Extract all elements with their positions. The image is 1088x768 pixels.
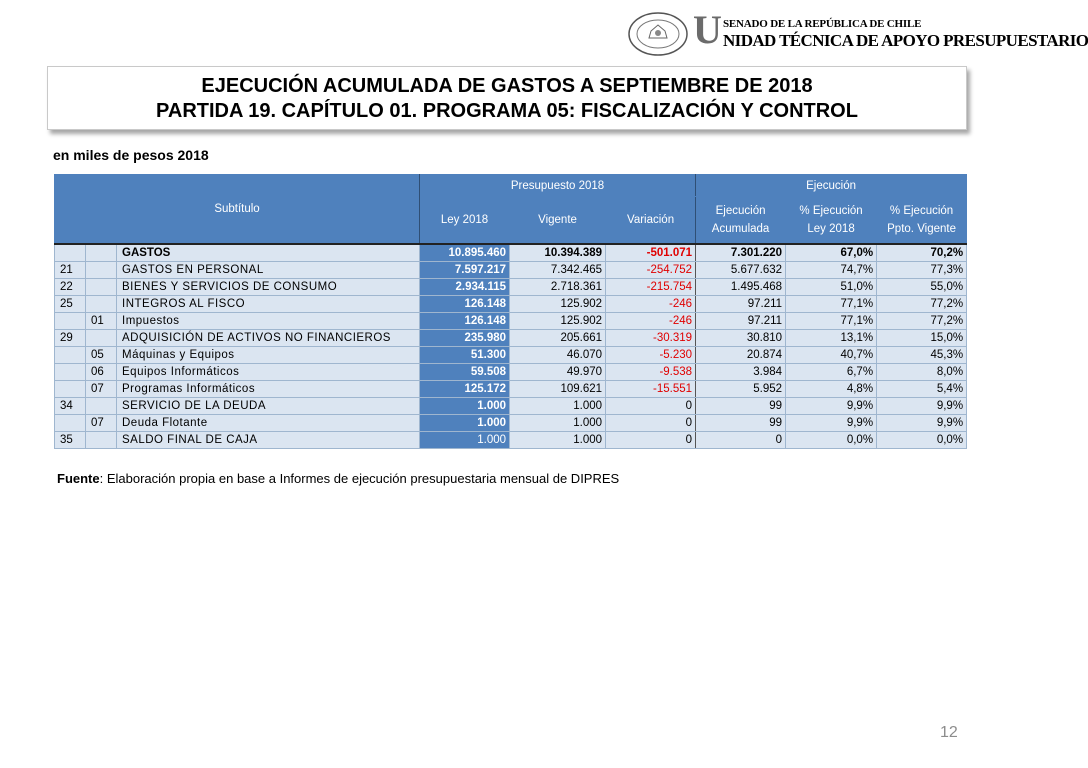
cell-description: Impuestos xyxy=(117,312,420,329)
cell-description: BIENES Y SERVICIOS DE CONSUMO xyxy=(117,278,420,295)
cell-pct-ley: 9,9% xyxy=(786,397,877,414)
cell-pct-ppto: 77,2% xyxy=(877,312,967,329)
header-ejecucion: Ejecución xyxy=(696,175,967,197)
cell-ejecucion: 3.984 xyxy=(696,363,786,380)
cell-subcode: 06 xyxy=(86,363,117,380)
cell-pct-ley: 4,8% xyxy=(786,380,877,397)
cell-ley: 1.000 xyxy=(420,431,510,448)
cell-description: SERVICIO DE LA DEUDA xyxy=(117,397,420,414)
brand-unit-line: NIDAD TÉCNICA DE APOYO PRESUPUESTARIO xyxy=(723,31,1088,50)
cell-vigente: 125.902 xyxy=(510,295,606,312)
cell-pct-ley: 74,7% xyxy=(786,261,877,278)
cell-ley: 1.000 xyxy=(420,397,510,414)
table-row xyxy=(55,295,967,312)
cell-variacion: -30.319 xyxy=(606,329,696,346)
source-text: : Elaboración propia en base a Informes de ejecución presupuestaria mensual de DIPRES xyxy=(99,471,620,486)
cell-code xyxy=(55,312,86,329)
cell-ejecucion: 99 xyxy=(696,414,786,431)
brand-initial: U xyxy=(693,7,722,52)
cell-variacion: -501.071 xyxy=(606,244,696,262)
cell-code: 34 xyxy=(55,397,86,414)
cell-description: Deuda Flotante xyxy=(117,414,420,431)
cell-pct-ley: 77,1% xyxy=(786,295,877,312)
cell-pct-ley: 77,1% xyxy=(786,312,877,329)
cell-ley: 126.148 xyxy=(420,295,510,312)
cell-ejecucion: 97.211 xyxy=(696,312,786,329)
header-pct-ley-l2: Ley 2018 xyxy=(807,222,855,235)
cell-subcode xyxy=(86,278,117,295)
source-note xyxy=(57,471,619,486)
cell-ley: 2.934.115 xyxy=(420,278,510,295)
cell-code xyxy=(55,380,86,397)
cell-ejecucion: 7.301.220 xyxy=(696,244,786,262)
cell-subcode xyxy=(86,397,117,414)
cell-ejecucion: 20.874 xyxy=(696,346,786,363)
cell-ejecucion: 97.211 xyxy=(696,295,786,312)
cell-vigente: 46.070 xyxy=(510,346,606,363)
cell-code: 25 xyxy=(55,295,86,312)
cell-variacion: -9.538 xyxy=(606,363,696,380)
cell-variacion: -15.551 xyxy=(606,380,696,397)
table-row xyxy=(55,363,967,380)
cell-pct-ppto: 8,0% xyxy=(877,363,967,380)
cell-subcode xyxy=(86,431,117,448)
source-label: Fuente xyxy=(57,471,100,486)
cell-code: 29 xyxy=(55,329,86,346)
cell-subcode: 07 xyxy=(86,380,117,397)
cell-ejecucion: 1.495.468 xyxy=(696,278,786,295)
cell-pct-ley: 13,1% xyxy=(786,329,877,346)
cell-pct-ppto: 5,4% xyxy=(877,380,967,397)
table-row xyxy=(55,261,967,278)
cell-pct-ley: 40,7% xyxy=(786,346,877,363)
cell-ley: 125.172 xyxy=(420,380,510,397)
header-pct-ppto-l2: Ppto. Vigente xyxy=(887,222,956,235)
brand-senate-line: SENADO DE LA REPÚBLICA DE CHILE xyxy=(723,18,922,30)
header-subtitulo: Subtítulo xyxy=(55,175,420,244)
cell-variacion: -254.752 xyxy=(606,261,696,278)
cell-vigente: 109.621 xyxy=(510,380,606,397)
cell-subcode: 01 xyxy=(86,312,117,329)
table-row xyxy=(55,397,967,414)
cell-code xyxy=(55,346,86,363)
header-presupuesto: Presupuesto 2018 xyxy=(420,175,696,197)
cell-subcode: 07 xyxy=(86,414,117,431)
cell-vigente: 1.000 xyxy=(510,431,606,448)
table-row xyxy=(55,329,967,346)
cell-code: 22 xyxy=(55,278,86,295)
cell-ejecucion: 0 xyxy=(696,431,786,448)
cell-description: ADQUISICIÓN DE ACTIVOS NO FINANCIEROS xyxy=(117,329,420,346)
header-ejec-acumulada-l2: Acumulada xyxy=(711,222,770,235)
table-row xyxy=(55,380,967,397)
cell-ley: 235.980 xyxy=(420,329,510,346)
header-ley: Ley 2018 xyxy=(420,197,510,244)
cell-vigente: 125.902 xyxy=(510,312,606,329)
table-row xyxy=(55,244,967,262)
cell-pct-ppto: 15,0% xyxy=(877,329,967,346)
cell-subcode xyxy=(86,244,117,262)
header-ejec-acumulada xyxy=(696,197,786,244)
table-row xyxy=(55,431,967,448)
cell-pct-ley: 67,0% xyxy=(786,244,877,262)
cell-description: Programas Informáticos xyxy=(117,380,420,397)
cell-ley: 51.300 xyxy=(420,346,510,363)
cell-code xyxy=(55,244,86,262)
cell-code: 21 xyxy=(55,261,86,278)
cell-pct-ley: 0,0% xyxy=(786,431,877,448)
cell-ley: 126.148 xyxy=(420,312,510,329)
cell-ejecucion: 5.952 xyxy=(696,380,786,397)
table-row xyxy=(55,278,967,295)
cell-pct-ppto: 45,3% xyxy=(877,346,967,363)
cell-description: Máquinas y Equipos xyxy=(117,346,420,363)
cell-variacion: 0 xyxy=(606,414,696,431)
cell-pct-ppto: 77,2% xyxy=(877,295,967,312)
cell-pct-ley: 51,0% xyxy=(786,278,877,295)
cell-pct-ley: 9,9% xyxy=(786,414,877,431)
utap-brand-logo xyxy=(693,7,1088,52)
title-box xyxy=(47,66,967,130)
cell-description: Equipos Informáticos xyxy=(117,363,420,380)
title-line-1: EJECUCIÓN ACUMULADA DE GASTOS A SEPTIEMBRE DE 2018 xyxy=(201,75,813,97)
cell-subcode xyxy=(86,261,117,278)
budget-execution-table xyxy=(54,174,967,449)
cell-code xyxy=(55,414,86,431)
cell-variacion: -246 xyxy=(606,295,696,312)
cell-vigente: 49.970 xyxy=(510,363,606,380)
table-row xyxy=(55,414,967,431)
cell-ley: 7.597.217 xyxy=(420,261,510,278)
table-row xyxy=(55,312,967,329)
cell-ejecucion: 30.810 xyxy=(696,329,786,346)
cell-variacion: 0 xyxy=(606,397,696,414)
cell-pct-ppto: 9,9% xyxy=(877,414,967,431)
header-pct-ppto-l1: % Ejecución xyxy=(889,204,954,217)
cell-variacion: 0 xyxy=(606,431,696,448)
cell-subcode xyxy=(86,329,117,346)
cell-pct-ppto: 77,3% xyxy=(877,261,967,278)
cell-pct-ppto: 9,9% xyxy=(877,397,967,414)
cell-code: 35 xyxy=(55,431,86,448)
cell-pct-ppto: 70,2% xyxy=(877,244,967,262)
table-row xyxy=(55,346,967,363)
header-pct-ppto xyxy=(877,197,967,244)
units-label: en miles de pesos 2018 xyxy=(53,147,209,163)
cell-description: INTEGROS AL FISCO xyxy=(117,295,420,312)
cell-vigente: 205.661 xyxy=(510,329,606,346)
cell-description: GASTOS xyxy=(117,244,420,262)
cell-variacion: -246 xyxy=(606,312,696,329)
cell-ejecucion: 5.677.632 xyxy=(696,261,786,278)
cell-vigente: 1.000 xyxy=(510,414,606,431)
cell-vigente: 10.394.389 xyxy=(510,244,606,262)
cell-pct-ppto: 55,0% xyxy=(877,278,967,295)
cell-ley: 59.508 xyxy=(420,363,510,380)
cell-code xyxy=(55,363,86,380)
cell-vigente: 2.718.361 xyxy=(510,278,606,295)
cell-ejecucion: 99 xyxy=(696,397,786,414)
cell-vigente: 1.000 xyxy=(510,397,606,414)
header-pct-ley xyxy=(786,197,877,244)
cell-subcode: 05 xyxy=(86,346,117,363)
table-body xyxy=(55,244,967,449)
cell-description: SALDO FINAL DE CAJA xyxy=(117,431,420,448)
title-line-2: PARTIDA 19. CAPÍTULO 01. PROGRAMA 05: FISCALIZACIÓN Y CONTROL xyxy=(156,100,858,122)
cell-vigente: 7.342.465 xyxy=(510,261,606,278)
cell-pct-ley: 6,7% xyxy=(786,363,877,380)
cell-subcode xyxy=(86,295,117,312)
cell-ley: 1.000 xyxy=(420,414,510,431)
header-ejec-acumulada-l1: Ejecución xyxy=(715,204,766,217)
cell-variacion: -215.754 xyxy=(606,278,696,295)
cell-description: GASTOS EN PERSONAL xyxy=(117,261,420,278)
page-number: 12 xyxy=(940,724,958,741)
cell-ley: 10.895.460 xyxy=(420,244,510,262)
cell-variacion: -5.230 xyxy=(606,346,696,363)
header-pct-ley-l1: % Ejecución xyxy=(799,204,863,217)
senate-seal-logo xyxy=(627,11,689,57)
cell-pct-ppto: 0,0% xyxy=(877,431,967,448)
header-vigente: Vigente xyxy=(510,197,606,244)
header-variacion: Variación xyxy=(606,197,696,244)
